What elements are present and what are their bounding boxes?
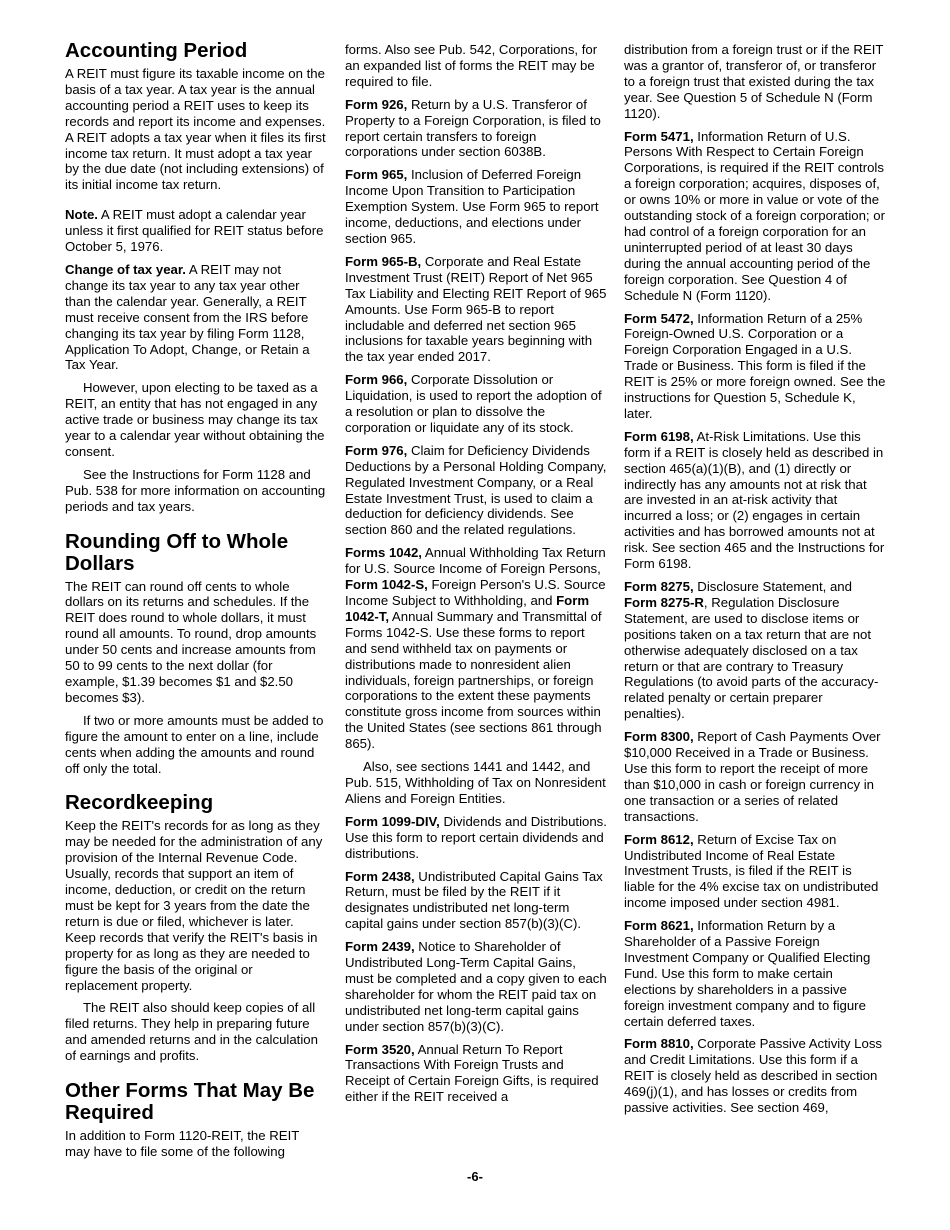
form-3520-label: Form 3520, [345, 1041, 415, 1057]
form-5471-text: Information Return of U.S. Persons With Respect to Certain Foreign Corporations, is required if the REIT controls a foreign corporation; acquires, disposes of, or owns 10% or more in value or vote of the outstanding stock of a foreign corporation; or had control of a foreign corporation for an uninterrupted period of at least 30 days during the annual accounting period of the foreign corporation. See Question 4 of Schedule N (Form 1120). [624, 128, 885, 303]
accounting-period-paragraph-3: However, upon electing to be taxed as a REIT, an entity that has not engaged in any active trade or business may change its tax year to a calendar year without obtaining the consent. [65, 380, 325, 459]
change-of-tax-year-paragraph [65, 262, 327, 373]
form-2439-entry [345, 939, 607, 1034]
form-5471-label: Form 5471, [624, 128, 694, 144]
recordkeeping-heading: Recordkeeping [65, 791, 214, 815]
form-966-text: Corporate Dissolution or Liquidation, is used to report the adoption of a resolution or plan to dissolve the corporation or liquidate any of its stock. [345, 372, 602, 435]
note-text: A REIT must adopt a calendar year unless it first qualified for REIT status before October 5, 1976. [65, 207, 324, 255]
form-1042-label: Forms 1042, [345, 545, 422, 561]
form-8300-label: Form 8300, [624, 729, 694, 745]
form-6198-label: Form 6198, [624, 428, 694, 444]
form-3520-text: Annual Return To Report Transactions With Foreign Trusts and Receipt of Certain Foreign Gifts, is required either if the REIT received a [345, 1041, 599, 1105]
form-8275-text-1: Disclosure Statement, and [693, 579, 852, 594]
form-8621-text: Information Return by a Shareholder of a Passive Foreign Investment Company or Qualified Electing Fund. Use this form to make certain elections by shareholders in a passive foreign investment company and to figure certain deferred taxes. [624, 918, 871, 1029]
column-3 [624, 42, 886, 1123]
change-of-tax-year-text: A REIT may not change its tax year to any tax year other than the calendar year. Generally, a REIT must receive consent from the IRS before changing its tax year by filing Form 1128, Application To Adopt, Change, or Retain a Tax Year. [65, 261, 310, 373]
form-965-label: Form 965, [345, 167, 408, 183]
column-2 [345, 42, 607, 1112]
form-8300-text: Report of Cash Payments Over $10,000 Received in a Trade or Business. Use this form to report the receipt of more than $10,000 in cash or foreign currency in one transaction or a series of related transactions. [624, 729, 881, 824]
form-8810-text: Corporate Passive Activity Loss and Credit Limitations. Use this form if a REIT is closely held as described in section 469(j)(1), and has losses or credits from passive activities. See section 469, [624, 1036, 883, 1116]
form-8810-entry [624, 1036, 886, 1116]
form-8612-text: Return of Excise Tax on Undistributed Income of Real Estate Investment Trusts, is filed if the REIT is liable for the 4% excise tax on undistributed income imposed under section 4981. [624, 831, 879, 911]
accounting-period-paragraph: A REIT must figure its taxable income on the basis of a tax year. A tax year is the annual accounting period a REIT uses to keep its records and report its income and expenses. A REIT adopts a tax year when it files its first income tax return. It must adopt a tax year by the due date (not including extensions) of its initial income tax return. [65, 66, 326, 193]
form-926-entry [345, 97, 607, 161]
form-1042-text-2: Foreign Person's U.S. Source Income Subject to Withholding, and [345, 577, 606, 608]
form-3520-continued-paragraph: distribution from a foreign trust or if the REIT was a grantor of, transferor of, or transferor to a foreign trust that existed during the tax year. See Question 5 of Schedule N (Form 1120). [624, 42, 884, 121]
form-2439-label: Form 2439, [345, 939, 415, 955]
page-number: -6- [467, 1169, 483, 1184]
accounting-period-heading: Accounting Period [65, 39, 248, 62]
form-8621-entry [624, 918, 886, 1029]
form-2438-label: Form 2438, [345, 868, 415, 884]
form-966-entry [345, 372, 607, 436]
withholding-also-paragraph: Also, see sections 1441 and 1442, and Pub. 515, Withholding of Tax on Nonresident Aliens and Foreign Entities. [345, 759, 606, 806]
form-6198-text: At-Risk Limitations. Use this form if a REIT is closely held as described in section 465(a)(1)(B), and (1) directly or indirectly has any amounts not at risk that are invested in an at-risk activity that incurred a loss; or (2) engages in certain activities and has borrowed amounts not at risk. See section 465 and the Instructions for Form 6198. [624, 428, 885, 572]
form-8612-label: Form 8612, [624, 831, 694, 847]
recordkeeping-paragraph-2: The REIT also should keep copies of all filed returns. They help in preparing future and amended returns and in the calculation of earnings and profits. [65, 1000, 318, 1064]
form-1042-text-1: Annual Withholding Tax Return for U.S. Source Income of Foreign Persons, [345, 545, 606, 577]
form-5472-entry [624, 311, 886, 422]
form-2438-text: Undistributed Capital Gains Tax Return, must be filed by the REIT if it designates undistributed net long-term capital gains under section 857(b)(3)(C). [345, 868, 603, 932]
form-2439-text: Notice to Shareholder of Undistributed Long-Term Capital Gains, must be completed and a copy given to each shareholder for whom the REIT paid tax on undistributed net long-term capital gains under section 857(b)(3)(C). [345, 939, 607, 1034]
note-label: Note. [65, 207, 98, 223]
form-926-text: Return by a U.S. Transferor of Property to a Foreign Corporation, is filed to report certain transfers to foreign corporations under section 6038B. [345, 96, 601, 160]
form-8275-label: Form 8275, [624, 579, 694, 594]
form-965b-text: Corporate and Real Estate Investment Trust (REIT) Report of Net 965 Tax Liability and Electing REIT Report of 965 Amounts. Use Form 965-B to report includable and deferred net section 965 inclusions for taxable years beginning with the tax year ended 2017. [345, 253, 607, 365]
other-forms-paragraph: In addition to Form 1120-REIT, the REIT may have to file some of the following [65, 1128, 300, 1159]
change-of-tax-year-label: Change of tax year. [65, 261, 186, 277]
form-8612-entry [624, 832, 886, 912]
rounding-paragraph-2: If two or more amounts must be added to figure the amount to enter on a line, include cents when adding the amounts and round off only the total. [65, 712, 324, 776]
form-8810-label: Form 8810, [624, 1036, 694, 1052]
form-8275r-label: Form 8275-R [624, 594, 704, 610]
form-3520-entry [345, 1042, 607, 1106]
form-1042t-label: Form 1042-T, [345, 593, 590, 624]
form-1042-entry [345, 545, 607, 752]
accounting-period-paragraph-4: See the Instructions for Form 1128 and Pub. 538 for more information on accounting periods and tax years. [65, 466, 326, 514]
form-5471-entry [624, 129, 886, 304]
form-965-entry [345, 167, 607, 247]
form-5472-text: Information Return of a 25% Foreign-Owned U.S. Corporation or a Foreign Corporation Engaged in a U.S. Trade or Business. This form is filed if the REIT is 25% or more foreign owned. See the instructions for Question 5, Schedule K, later. [624, 310, 886, 421]
form-1042s-label: Form 1042-S, [345, 577, 428, 593]
form-976-entry [345, 443, 607, 538]
other-forms-heading: Other Forms That May Be Required [65, 1079, 315, 1125]
rounding-paragraph-1: The REIT can round off cents to whole dollars on its returns and schedules. If the REIT does round to whole dollars, it must round all amounts. To round, drop amounts under 50 cents and increase amounts from 50 to 99 cents to the next dollar (for example, $1.39 becomes $1 and $2.50 becomes $3). [65, 578, 317, 705]
forms-continued-paragraph: forms. Also see Pub. 542, Corporations, for an expanded list of forms the REIT may be required to file. [345, 42, 598, 89]
recordkeeping-paragraph-1: Keep the REIT's records for as long as they may be needed for the administration of any provision of the Internal Revenue Code. Usually, records that support an item of income, deduction, or credit on the return must be kept for 3 years from the date the return is due or filed, whichever is later. Keep records that verify the REIT's basis in property for as long as they are needed to figure the basis of the original or replacement property. [65, 818, 323, 993]
form-926-label: Form 926, [345, 96, 408, 112]
form-1042-text-3: Annual Summary and Transmittal of Forms 1042-S. Use these forms to report and send withheld tax on payments or distributions made to nonresident alien individuals, foreign partnerships, or foreign corporations to the extent these payments constitute gross income from sources within the United States (see sections 861 through 865). [345, 608, 602, 752]
form-965b-entry [345, 254, 607, 365]
form-8275-entry [624, 579, 886, 722]
rounding-heading: Rounding Off to Whole Dollars [65, 529, 289, 575]
form-8275-text-2: , Regulation Disclosure Statement, are used to disclose items or positions taken on a tax return that are not otherwise adequately disclosed on a tax return or that are contrary to Treasury Regulations (to avoid parts of the accuracy-related penalty or certain preparer penalties). [624, 594, 879, 722]
note-paragraph [65, 207, 327, 255]
form-976-text: Claim for Deficiency Dividends Deductions by a Personal Holding Company, Regulated Investment Company, or a Real Estate Investment Trust, is used to claim a deduction for deficiency dividends. See section 860 and the related regulations. [345, 442, 607, 538]
form-8621-label: Form 8621, [624, 918, 694, 934]
form-8300-entry [624, 729, 886, 824]
form-1099-div-label: Form 1099-DIV, [345, 813, 440, 829]
form-966-label: Form 966, [345, 372, 408, 388]
form-1099-div-entry [345, 814, 607, 862]
form-965b-label: Form 965-B, [345, 253, 422, 269]
form-2438-entry [345, 869, 607, 933]
form-1099-div-text: Dividends and Distributions. Use this form to report certain dividends and distributions. [345, 813, 607, 861]
form-5472-label: Form 5472, [624, 310, 694, 326]
form-976-label: Form 976, [345, 442, 408, 458]
column-1 [65, 40, 327, 1167]
form-6198-entry [624, 429, 886, 572]
form-965-text: Inclusion of Deferred Foreign Income Upon Transition to Participation Exemption System. Use Form 965 to report income, deductions, and elections under section 965. [345, 167, 599, 246]
